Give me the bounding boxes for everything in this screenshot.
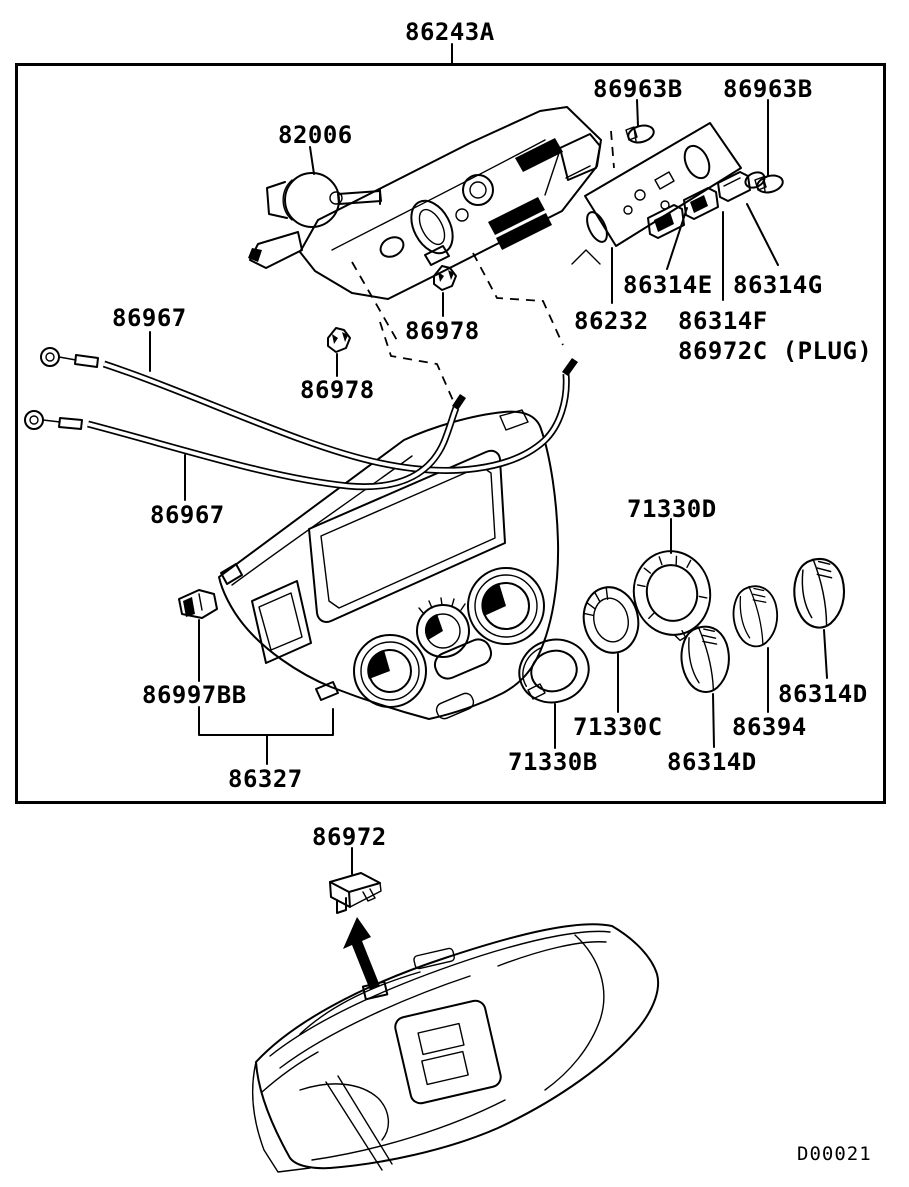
- part-label-86972c-plug: 86972C (PLUG): [678, 337, 873, 365]
- part-label-86963b-1: 86963B: [593, 75, 683, 103]
- knob-86394-art: [729, 583, 783, 650]
- part-label-86978-upper: 86978: [405, 317, 480, 345]
- switch-bank-art: [648, 169, 767, 238]
- clip-86978-2-art: [328, 328, 350, 352]
- part-label-71330d: 71330D: [627, 495, 717, 523]
- part-label-86327: 86327: [228, 765, 303, 793]
- part-label-71330c: 71330C: [573, 713, 663, 741]
- part-label-86314e: 86314E: [623, 271, 713, 299]
- part-label-86314f: 86314F: [678, 307, 768, 335]
- part-label-86232: 86232: [574, 307, 649, 335]
- part-label-86314d-right: 86314D: [778, 680, 868, 708]
- part-label-86967-upper: 86967: [112, 304, 187, 332]
- part-label-86972: 86972: [312, 823, 387, 851]
- switch-86997bb-art: [179, 590, 217, 618]
- part-label-86967-lower: 86967: [150, 501, 225, 529]
- cable-86967-lower-art: [25, 394, 466, 487]
- drawing-code-label: D00021: [797, 1143, 872, 1165]
- plug-86972-art: [330, 873, 381, 913]
- part-label-86314d-bottom: 86314D: [667, 748, 757, 776]
- part-label-86978-lower: 86978: [300, 376, 375, 404]
- bulb-86963b-2-art: [755, 173, 785, 195]
- ring-71330d-art: [626, 544, 719, 648]
- install-direction-arrow: [343, 917, 380, 990]
- part-label-71330b: 71330B: [508, 748, 598, 776]
- dashboard-art: [253, 924, 658, 1172]
- part-label-86243a: 86243A: [405, 18, 495, 46]
- part-label-86394: 86394: [732, 713, 807, 741]
- part-label-82006: 82006: [278, 121, 353, 149]
- part-label-86314g: 86314G: [733, 271, 823, 299]
- bulb-86963b-1-art: [626, 123, 656, 145]
- panel-86327-art: [219, 410, 558, 721]
- motor-82006-art: [267, 173, 381, 227]
- knob-86314d-right-art: [790, 555, 849, 630]
- ring-71330b-art: [511, 631, 597, 712]
- part-label-86963b-2: 86963B: [723, 75, 813, 103]
- part-label-86997bb: 86997BB: [142, 681, 247, 709]
